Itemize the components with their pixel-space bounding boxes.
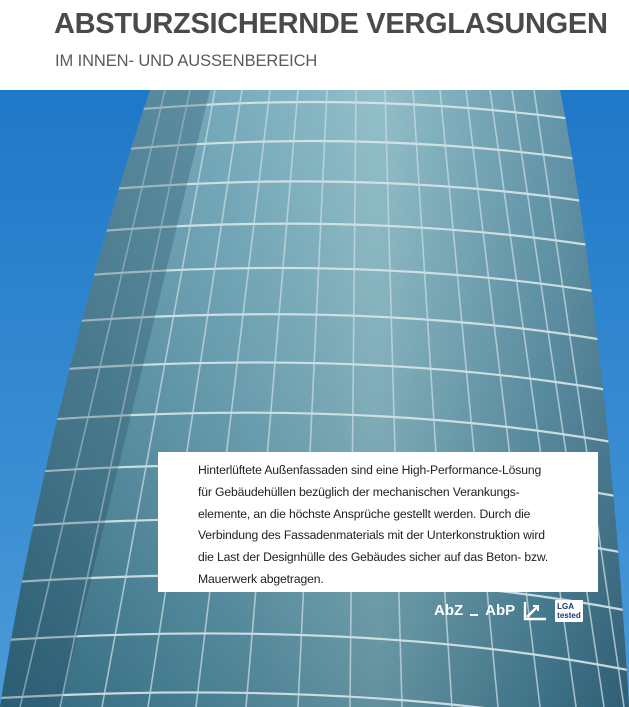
description-line: elemente, an die höchste Ansprüche gestellt werden. Durch die — [198, 506, 531, 521]
lga-tested-logo — [555, 600, 583, 622]
description-line: Hinterlüftete Außenfassaden sind eine High-Performance-Lösung — [198, 463, 542, 477]
lga-label: LGA — [557, 602, 575, 611]
page-title: ABSTURZSICHERNDE VERGLASUNGEN — [54, 8, 608, 40]
abp-badge: AbP — [485, 602, 516, 619]
page-header — [0, 0, 629, 90]
page-subtitle: IM INNEN- UND AUSSENBEREICH — [55, 52, 318, 70]
description-line: Verbindung des Fassadenmaterials mit der Unterkonstruktion wird — [198, 528, 545, 543]
badge-separator — [470, 614, 478, 616]
abz-badge: AbZ — [434, 602, 464, 619]
certification-logos — [434, 600, 583, 622]
description-line: Mauerwerk abgetragen. — [198, 571, 324, 586]
lga-tested-label: tested — [557, 611, 581, 620]
description-box — [158, 452, 598, 592]
description-line: die Last der Designhülle des Gebäudes sicher auf das Beton- bzw. — [198, 550, 549, 565]
performance-chart-icon — [522, 600, 548, 622]
description-line: für Gebäudehüllen bezüglich der mechanischen Verankungs- — [198, 484, 520, 499]
